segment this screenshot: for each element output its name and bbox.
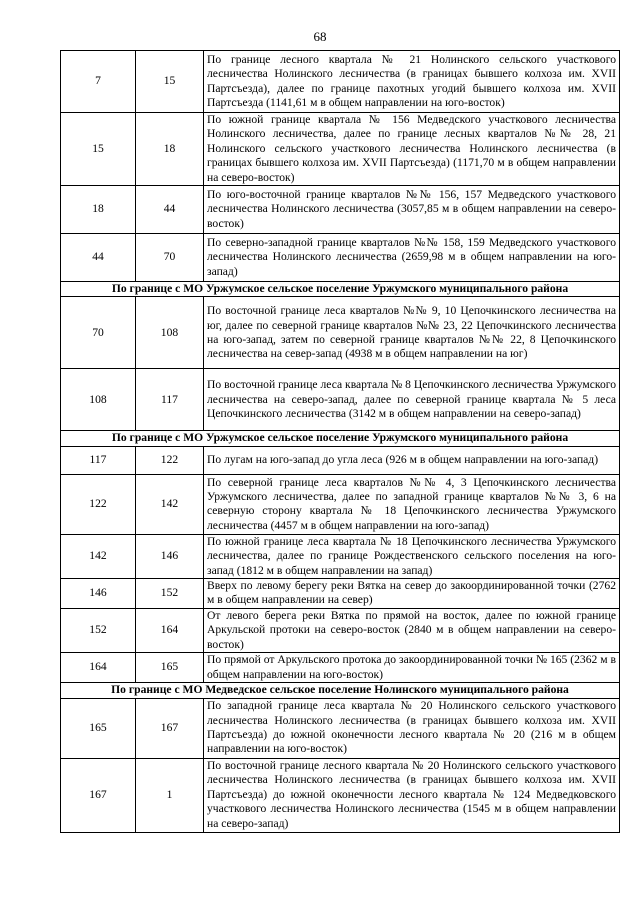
point-from: 164 xyxy=(61,653,136,683)
table-row xyxy=(61,534,620,578)
point-from: 108 xyxy=(61,369,136,431)
boundary-description: По лугам на юго-запад до угла леса (926 м в общем направлении на юго-запад) xyxy=(204,446,620,474)
boundary-description: По восточной границе леса кварталов №№ 9, 10 Цепочкинского лесничества на юг, далее по северной границе кварталов №№ 23, 22 Цепочкинского лесничества на юго-запад, затем по северной границе кварталов №№ 22, 8 Цепочкинского лесничества на север-запад (4938 м в общем направлении на юг) xyxy=(204,297,620,369)
point-to: 15 xyxy=(136,51,204,113)
point-to: 1 xyxy=(136,758,204,832)
section-header-row xyxy=(61,282,620,297)
table-row xyxy=(61,653,620,683)
table-row xyxy=(61,234,620,282)
point-from: 122 xyxy=(61,474,136,534)
point-from: 146 xyxy=(61,579,136,609)
point-from: 70 xyxy=(61,297,136,369)
section-header-row xyxy=(61,431,620,446)
table-row xyxy=(61,369,620,431)
table-row xyxy=(61,698,620,758)
table-row xyxy=(61,186,620,234)
boundary-description: По восточной границе леса квартала № 8 Цепочкинского лесничества Уржумского лесничества на северо-запад, далее по северной границе квартала № 5 леса Цепочкинского лесничества (3142 м в общем направлении на северо-запад) xyxy=(204,369,620,431)
page-number: 68 xyxy=(313,29,327,44)
boundary-description: По восточной границе лесного квартала № 20 Нолинского сельского участкового лесничества Нолинского лесничества (в границах бывшего колхоза им. XVII Партсъезда) до южной оконечности лесного квартала № 124 Медведковского участкового лесничества Нолинского лесничества (1545 м в общем направлении на северо-запад) xyxy=(204,758,620,832)
boundary-description: От левого берега реки Вятка по прямой на восток, далее по южной границе Аркульской протоки на северо-восток (2840 м в общем направлении на северо-восток) xyxy=(204,608,620,652)
section-header: По границе с МО Медведское сельское поселение Нолинского муниципального района xyxy=(61,683,620,698)
boundary-description: Вверх по левому берегу реки Вятка на север до закоординированной точки (2762 м в общем направлении на север) xyxy=(204,579,620,609)
point-from: 7 xyxy=(61,51,136,113)
table-row xyxy=(61,51,620,113)
boundary-description: По южной границе леса квартала № 18 Цепочкинского лесничества Уржумского лесничества, далее по границе Рождественского сельского поселения на юго-запад (1812 м в общем направлении на запад) xyxy=(204,534,620,578)
point-from: 167 xyxy=(61,758,136,832)
point-to: 18 xyxy=(136,113,204,186)
point-to: 122 xyxy=(136,446,204,474)
table-row xyxy=(61,297,620,369)
section-header-row xyxy=(61,683,620,698)
boundary-description: По северной границе леса кварталов №№ 4, 3 Цепочкинского лесничества Уржумского лесничества, далее по западной границе кварталов №№ 3, 6 на северную сторону квартала № 18 Цепочкинского лесничества Уржумского лесничества (4457 м в общем направлении на юго-запад) xyxy=(204,474,620,534)
point-to: 152 xyxy=(136,579,204,609)
section-header: По границе с МО Уржумское сельское поселение Уржумского муниципального района xyxy=(61,431,620,446)
boundary-description: По прямой от Аркульского протока до закоординированной точки № 165 (2362 м в общем направлении на юго-восток) xyxy=(204,653,620,683)
boundary-description: По западной границе леса квартала № 20 Нолинского сельского участкового лесничества Нолинского лесничества (в границах бывшего колхоза им. XVII Партсъезда) до южной оконечности лесного квартала № 20 (216 м в общем направлении на юго-восток) xyxy=(204,698,620,758)
point-from: 44 xyxy=(61,234,136,282)
point-to: 167 xyxy=(136,698,204,758)
point-to: 165 xyxy=(136,653,204,683)
table-row xyxy=(61,758,620,832)
point-from: 165 xyxy=(61,698,136,758)
boundary-description: По северно-западной границе кварталов №№ 158, 159 Медведского участкового лесничества Нолинского лесничества (2659,98 м в общем направлении на юго-запад) xyxy=(204,234,620,282)
point-from: 142 xyxy=(61,534,136,578)
point-to: 164 xyxy=(136,608,204,652)
boundary-table xyxy=(60,50,620,833)
table-row xyxy=(61,579,620,609)
table-row xyxy=(61,446,620,474)
point-to: 70 xyxy=(136,234,204,282)
point-from: 117 xyxy=(61,446,136,474)
point-to: 142 xyxy=(136,474,204,534)
point-from: 18 xyxy=(61,186,136,234)
table-row xyxy=(61,113,620,186)
section-header: По границе с МО Уржумское сельское поселение Уржумского муниципального района xyxy=(61,282,620,297)
point-to: 108 xyxy=(136,297,204,369)
point-from: 15 xyxy=(61,113,136,186)
boundary-description: По юго-восточной границе кварталов №№ 156, 157 Медведского участкового лесничества Нолинского лесничества (3057,85 м в общем направлении на северо-восток) xyxy=(204,186,620,234)
point-from: 152 xyxy=(61,608,136,652)
boundary-description: По южной границе квартала № 156 Медведского участкового лесничества Нолинского лесничества, далее по границе лесных кварталов №№ 28, 21 Нолинского сельского участкового лесничества Нолинского лесничества (в границах бывшего колхоза им. XVII Партсъезда) (1171,70 м в общем направлении на северо-восток) xyxy=(204,113,620,186)
table-row xyxy=(61,608,620,652)
point-to: 44 xyxy=(136,186,204,234)
point-to: 117 xyxy=(136,369,204,431)
boundary-description: По границе лесного квартала № 21 Нолинского сельского участкового лесничества Нолинского лесничества (в границах бывшего колхоза им. XVII Партсъезда), далее по границе пахотных угодий бывшего колхоза им. XVII Партсъезда (1141,61 м в общем направлении на юго-восток) xyxy=(204,51,620,113)
point-to: 146 xyxy=(136,534,204,578)
table-row xyxy=(61,474,620,534)
